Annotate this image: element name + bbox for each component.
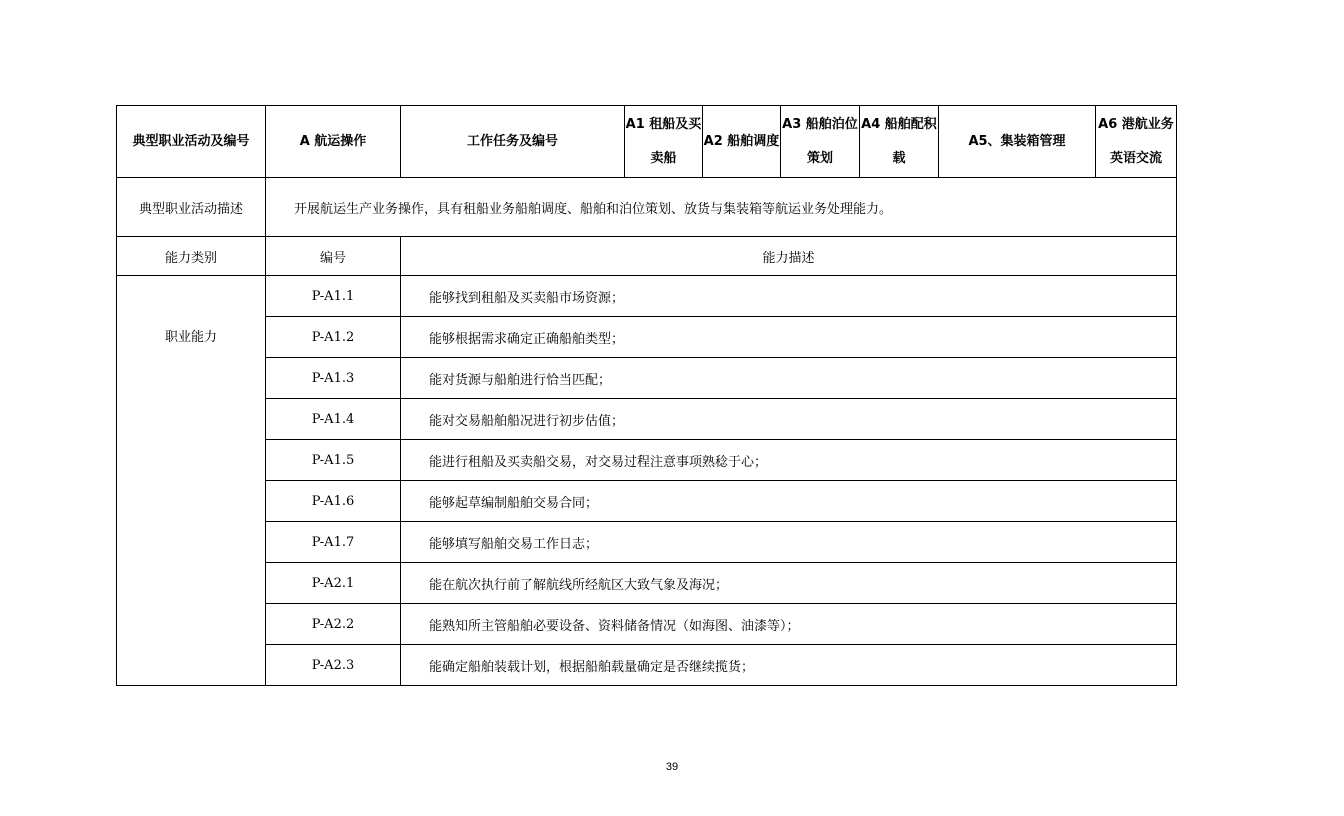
ability-description: 能够找到租船及买卖船市场资源； [401,276,1177,317]
category-column-header: 能力类别 [117,237,266,276]
ability-description: 能够填写船舶交易工作日志； [401,522,1177,563]
ability-code: P-A1.5 [266,440,401,481]
table-row [117,563,1177,604]
ability-description: 能对交易船舶船况进行初步估值； [401,399,1177,440]
table-row [117,522,1177,563]
ability-description: 能对货源与船舶进行恰当匹配； [401,358,1177,399]
column-header-row [117,237,1177,276]
table-row [117,276,1177,317]
ability-code: P-A2.3 [266,645,401,686]
ability-description: 能确定船舶装载计划，根据船舶载量确定是否继续揽货； [401,645,1177,686]
task-a6-cell: A6 港航业务 英语交流 [1096,106,1177,178]
ability-code: P-A1.4 [266,399,401,440]
header-row [117,106,1177,178]
table-row [117,645,1177,686]
table-row [117,604,1177,645]
ability-code: P-A2.1 [266,563,401,604]
task-a4-cell: A4 船舶配积 载 [860,106,939,178]
table-row [117,358,1177,399]
category-name: 职业能力 [164,330,217,345]
ability-code: P-A2.2 [266,604,401,645]
ability-description: 能在航次执行前了解航线所经航区大致气象及海况； [401,563,1177,604]
task-a5-cell: A5、集装箱管理 [939,106,1096,178]
ability-description: 能够根据需求确定正确船舶类型； [401,317,1177,358]
ability-code: P-A1.2 [266,317,401,358]
ability-description: 能熟知所主管船舶必要设备、资料储备情况（如海图、油漆等）； [401,604,1177,645]
task-a2-cell: A2 船舶调度 [703,106,781,178]
description-row [117,178,1177,237]
ability-code: P-A1.3 [266,358,401,399]
ability-code: P-A1.7 [266,522,401,563]
ability-description: 能够起草编制船舶交易合同； [401,481,1177,522]
ability-description: 能进行租船及买卖船交易，对交易过程注意事项熟稔于心； [401,440,1177,481]
activity-name-cell: A 航运操作 [266,106,401,178]
code-column-header: 编号 [266,237,401,276]
page-number: 39 [665,761,679,773]
description-label: 典型职业活动描述 [117,178,266,237]
activity-label-cell: 典型职业活动及编号 [117,106,266,178]
category-cell [117,276,266,686]
table-row [117,440,1177,481]
task-a3-cell: A3 船舶泊位 策划 [781,106,860,178]
description-column-header: 能力描述 [401,237,1177,276]
task-label-cell: 工作任务及编号 [401,106,625,178]
ability-code: P-A1.6 [266,481,401,522]
table-row [117,481,1177,522]
competency-table [116,105,1177,686]
ability-code: P-A1.1 [266,276,401,317]
table-row [117,399,1177,440]
table-row [117,317,1177,358]
description-text: 开展航运生产业务操作，具有租船业务船舶调度、船舶和泊位策划、放货与集装箱等航运业务处理能力。 [266,178,1177,237]
task-a1-cell: A1 租船及买 卖船 [625,106,703,178]
